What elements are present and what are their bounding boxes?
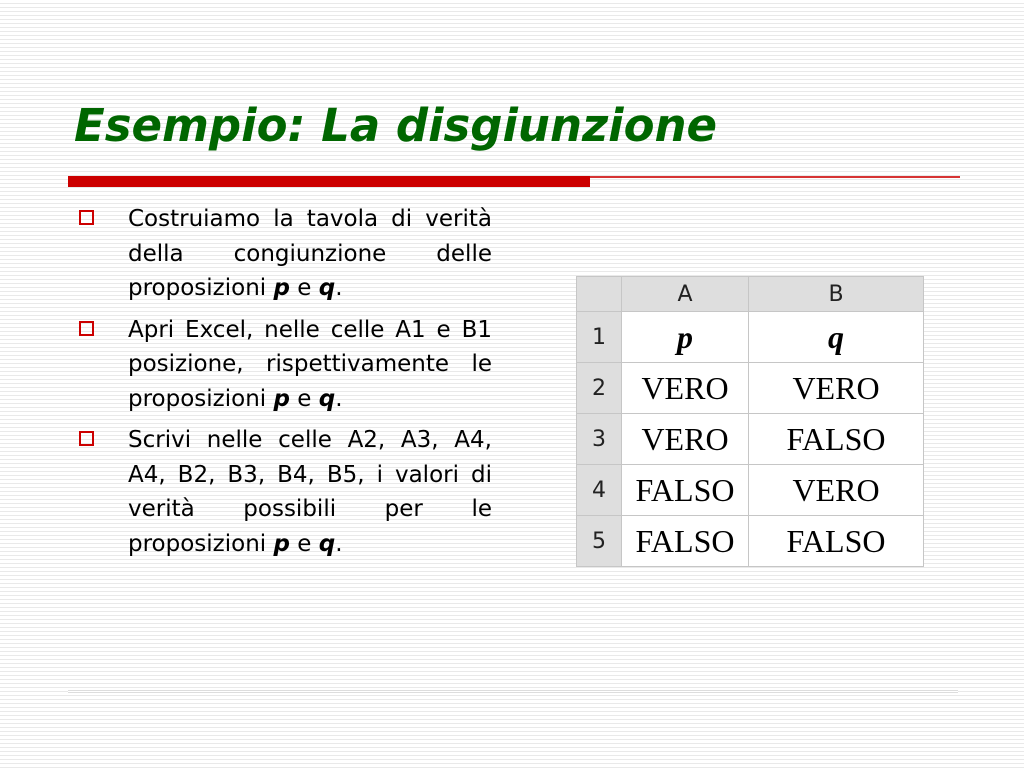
period: . — [335, 530, 343, 557]
bullet-list — [76, 202, 492, 568]
cell-a1[interactable]: p — [622, 312, 749, 363]
row-header[interactable]: 2 — [577, 363, 622, 414]
bullet-body: Scrivi nelle celle A2, A3, A4, A4, B2, B3, B4, B5, i valori di verità possibili per le proposizioni — [128, 427, 492, 557]
footer-divider — [68, 690, 958, 693]
title-underline-line — [590, 176, 960, 178]
conjunction: e — [289, 530, 319, 557]
row-header[interactable]: 5 — [577, 516, 622, 567]
table-row — [577, 465, 924, 516]
table-row — [577, 363, 924, 414]
cell-b2[interactable]: VERO — [749, 363, 924, 414]
bullet-text — [128, 313, 492, 417]
row-header[interactable]: 3 — [577, 414, 622, 465]
spreadsheet-table — [576, 276, 924, 567]
cell-b3[interactable]: FALSO — [749, 414, 924, 465]
table-row — [577, 414, 924, 465]
column-header-a[interactable]: A — [622, 277, 749, 312]
cell-a5[interactable]: FALSO — [622, 516, 749, 567]
row-header[interactable]: 4 — [577, 465, 622, 516]
var-p: p — [273, 530, 290, 557]
select-all-corner[interactable] — [577, 277, 622, 312]
cell-b1[interactable]: q — [749, 312, 924, 363]
var-q: q — [318, 530, 336, 557]
column-header-row — [577, 277, 924, 312]
cell-b4[interactable]: VERO — [749, 465, 924, 516]
title-underline-bar — [68, 176, 590, 187]
slide-title: Esempio: La disgiunzione — [74, 99, 718, 152]
bullet-text — [128, 423, 492, 561]
period: . — [335, 275, 343, 301]
hollow-square-icon — [79, 321, 94, 336]
bullet-body: Apri Excel, nelle celle A1 e B1 posizione, rispettivamente le proposizioni — [128, 316, 492, 412]
cell-a4[interactable]: FALSO — [622, 465, 749, 516]
hollow-square-icon — [79, 431, 94, 446]
conjunction: e — [289, 275, 319, 301]
cell-b5[interactable]: FALSO — [749, 516, 924, 567]
hollow-square-icon — [79, 210, 94, 225]
bullet-body: Costruiamo la tavola di verità della congiunzione delle proposizioni — [128, 206, 492, 301]
conjunction: e — [289, 385, 319, 412]
var-q: q — [318, 385, 336, 412]
var-q: q — [318, 275, 336, 301]
var-p: p — [273, 275, 290, 301]
bullet-item — [76, 313, 492, 417]
cell-a3[interactable]: VERO — [622, 414, 749, 465]
var-p: p — [273, 385, 290, 412]
bullet-item — [76, 423, 492, 561]
table-row — [577, 516, 924, 567]
column-header-b[interactable]: B — [749, 277, 924, 312]
bullet-text — [128, 202, 492, 306]
row-header[interactable]: 1 — [577, 312, 622, 363]
period: . — [335, 385, 343, 412]
cell-a2[interactable]: VERO — [622, 363, 749, 414]
table-row — [577, 312, 924, 363]
bullet-item — [76, 202, 492, 306]
